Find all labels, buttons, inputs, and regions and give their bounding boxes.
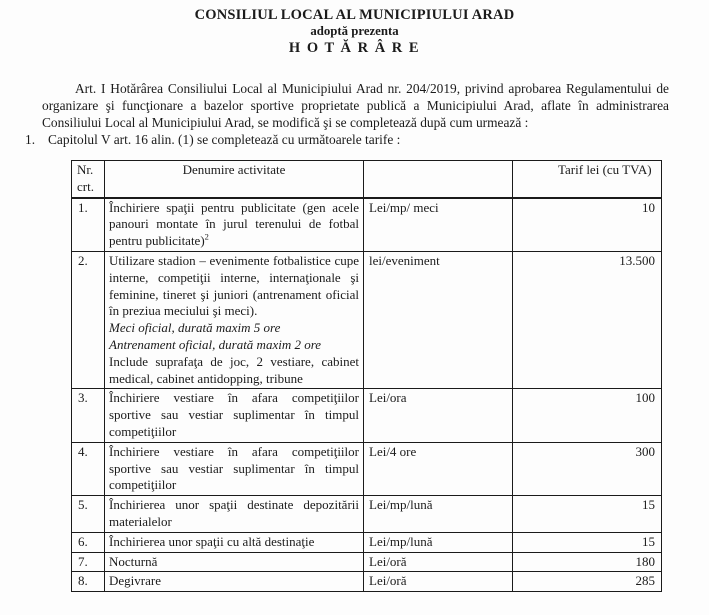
list-item-number: 1.	[25, 132, 36, 147]
activity-cell	[105, 496, 364, 533]
tariff-value-cell: 300	[513, 442, 662, 495]
row-number-cell: 7.	[72, 552, 105, 572]
table-row	[72, 552, 662, 572]
unit-cell: Lei/mp/ meci	[364, 198, 513, 252]
activity-text-segment: 2	[204, 231, 209, 242]
table-row	[72, 496, 662, 533]
tariff-value-cell: 285	[513, 572, 662, 592]
activity-text-segment: Închirierea unor spaţii cu altă destinaţie	[109, 533, 315, 549]
activity-text-segment: Include suprafaţa de joc, 2 vestiare, cabinet medical, cabinet antidopping, tribune	[109, 353, 359, 386]
activity-text-segment: Închiriere vestiare în afara competiţiilor sportive sau vestiar suplimentar în timpul competiţiilor	[109, 390, 359, 439]
row-number-cell: 6.	[72, 532, 105, 552]
tariff-value-cell: 10	[513, 198, 662, 252]
header-unit-empty	[364, 161, 513, 198]
row-number-cell: 3.	[72, 389, 105, 442]
activity-cell	[105, 198, 364, 252]
activity-cell	[105, 532, 364, 552]
unit-cell: Lei/4 ore	[364, 442, 513, 495]
table-row	[72, 251, 662, 388]
unit-cell: lei/eveniment	[364, 251, 513, 388]
table-row	[72, 532, 662, 552]
table-header-row	[72, 161, 662, 198]
table-row	[72, 198, 662, 252]
activity-text-segment: Utilizare stadion – evenimente fotbalistice cupe interne, competiţii interne, internaţionale şi feminine, tineret şi juniori (antrenament oficial în preziua meciului şi meci).	[109, 252, 359, 319]
row-number-cell: 8.	[72, 572, 105, 592]
list-item	[25, 131, 669, 148]
header-nr-crt: Nr. crt.	[72, 161, 105, 198]
activity-text-segment: Închirierea unor spaţii destinate depozitării materialelor	[109, 497, 359, 529]
row-number-cell: 2.	[72, 251, 105, 388]
unit-cell: Lei/mp/lună	[364, 496, 513, 533]
table-row	[72, 442, 662, 495]
activity-text-segment: Închiriere spaţii pentru publicitate (gen acele panouri montate în jurul terenului de fotbal pentru publicitate)	[109, 199, 359, 249]
activity-cell	[105, 552, 364, 572]
unit-cell: Lei/mp/lună	[364, 532, 513, 552]
list-item-text: Capitolul V art. 16 alin. (1) se completează cu următoarele tarife :	[48, 132, 401, 147]
activity-cell	[105, 442, 364, 495]
row-number-cell: 1.	[72, 198, 105, 252]
document-subtitle: adoptă prezenta	[310, 24, 399, 38]
header-denumire-activitate: Denumire activitate	[105, 161, 364, 198]
row-number-cell: 5.	[72, 496, 105, 533]
table-row	[72, 572, 662, 592]
activity-text-segment: Nocturnă	[109, 553, 158, 569]
activity-text-segment: Degivrare	[109, 573, 161, 589]
tariff-value-cell: 13.500	[513, 251, 662, 388]
activity-cell	[105, 251, 364, 388]
table-row	[72, 389, 662, 442]
article-paragraph: Art. I Hotărârea Consiliului Local al Municipiului Arad nr. 204/2019, privind aprobarea Regulamentului de organizare şi funcţionare a bazelor sportive proprietate publică a Municipiului Arad, aflate în administrarea Consiliului Local al Municipiului Arad, se modifică şi se completează după cum urmează :	[42, 81, 669, 130]
activity-text-segment: Antrenament oficial, durată maxim 2 ore	[109, 336, 322, 352]
tariff-table	[71, 160, 662, 592]
tariff-table-body	[72, 198, 662, 592]
unit-cell: Lei/ora	[364, 389, 513, 442]
activity-text-segment: Meci oficial, durată maxim 5 ore	[109, 320, 281, 336]
document-title: CONSILIUL LOCAL AL MUNICIPIULUI ARAD	[194, 7, 515, 23]
unit-cell: Lei/oră	[364, 572, 513, 592]
tariff-value-cell: 15	[513, 496, 662, 533]
tariff-value-cell: 15	[513, 532, 662, 552]
activity-cell	[105, 389, 364, 442]
document-heading: H O T Ă R Â R E	[288, 40, 421, 56]
tariff-value-cell: 100	[513, 389, 662, 442]
header-tarif: Tarif lei (cu TVA)	[513, 161, 662, 198]
activity-cell	[105, 572, 364, 592]
tariff-value-cell: 180	[513, 552, 662, 572]
row-number-cell: 4.	[72, 442, 105, 495]
activity-text-segment: Închiriere vestiare în afara competiţiilor sportive sau vestiar suplimentar în timpul competiţiilor	[109, 443, 359, 493]
unit-cell: Lei/oră	[364, 552, 513, 572]
